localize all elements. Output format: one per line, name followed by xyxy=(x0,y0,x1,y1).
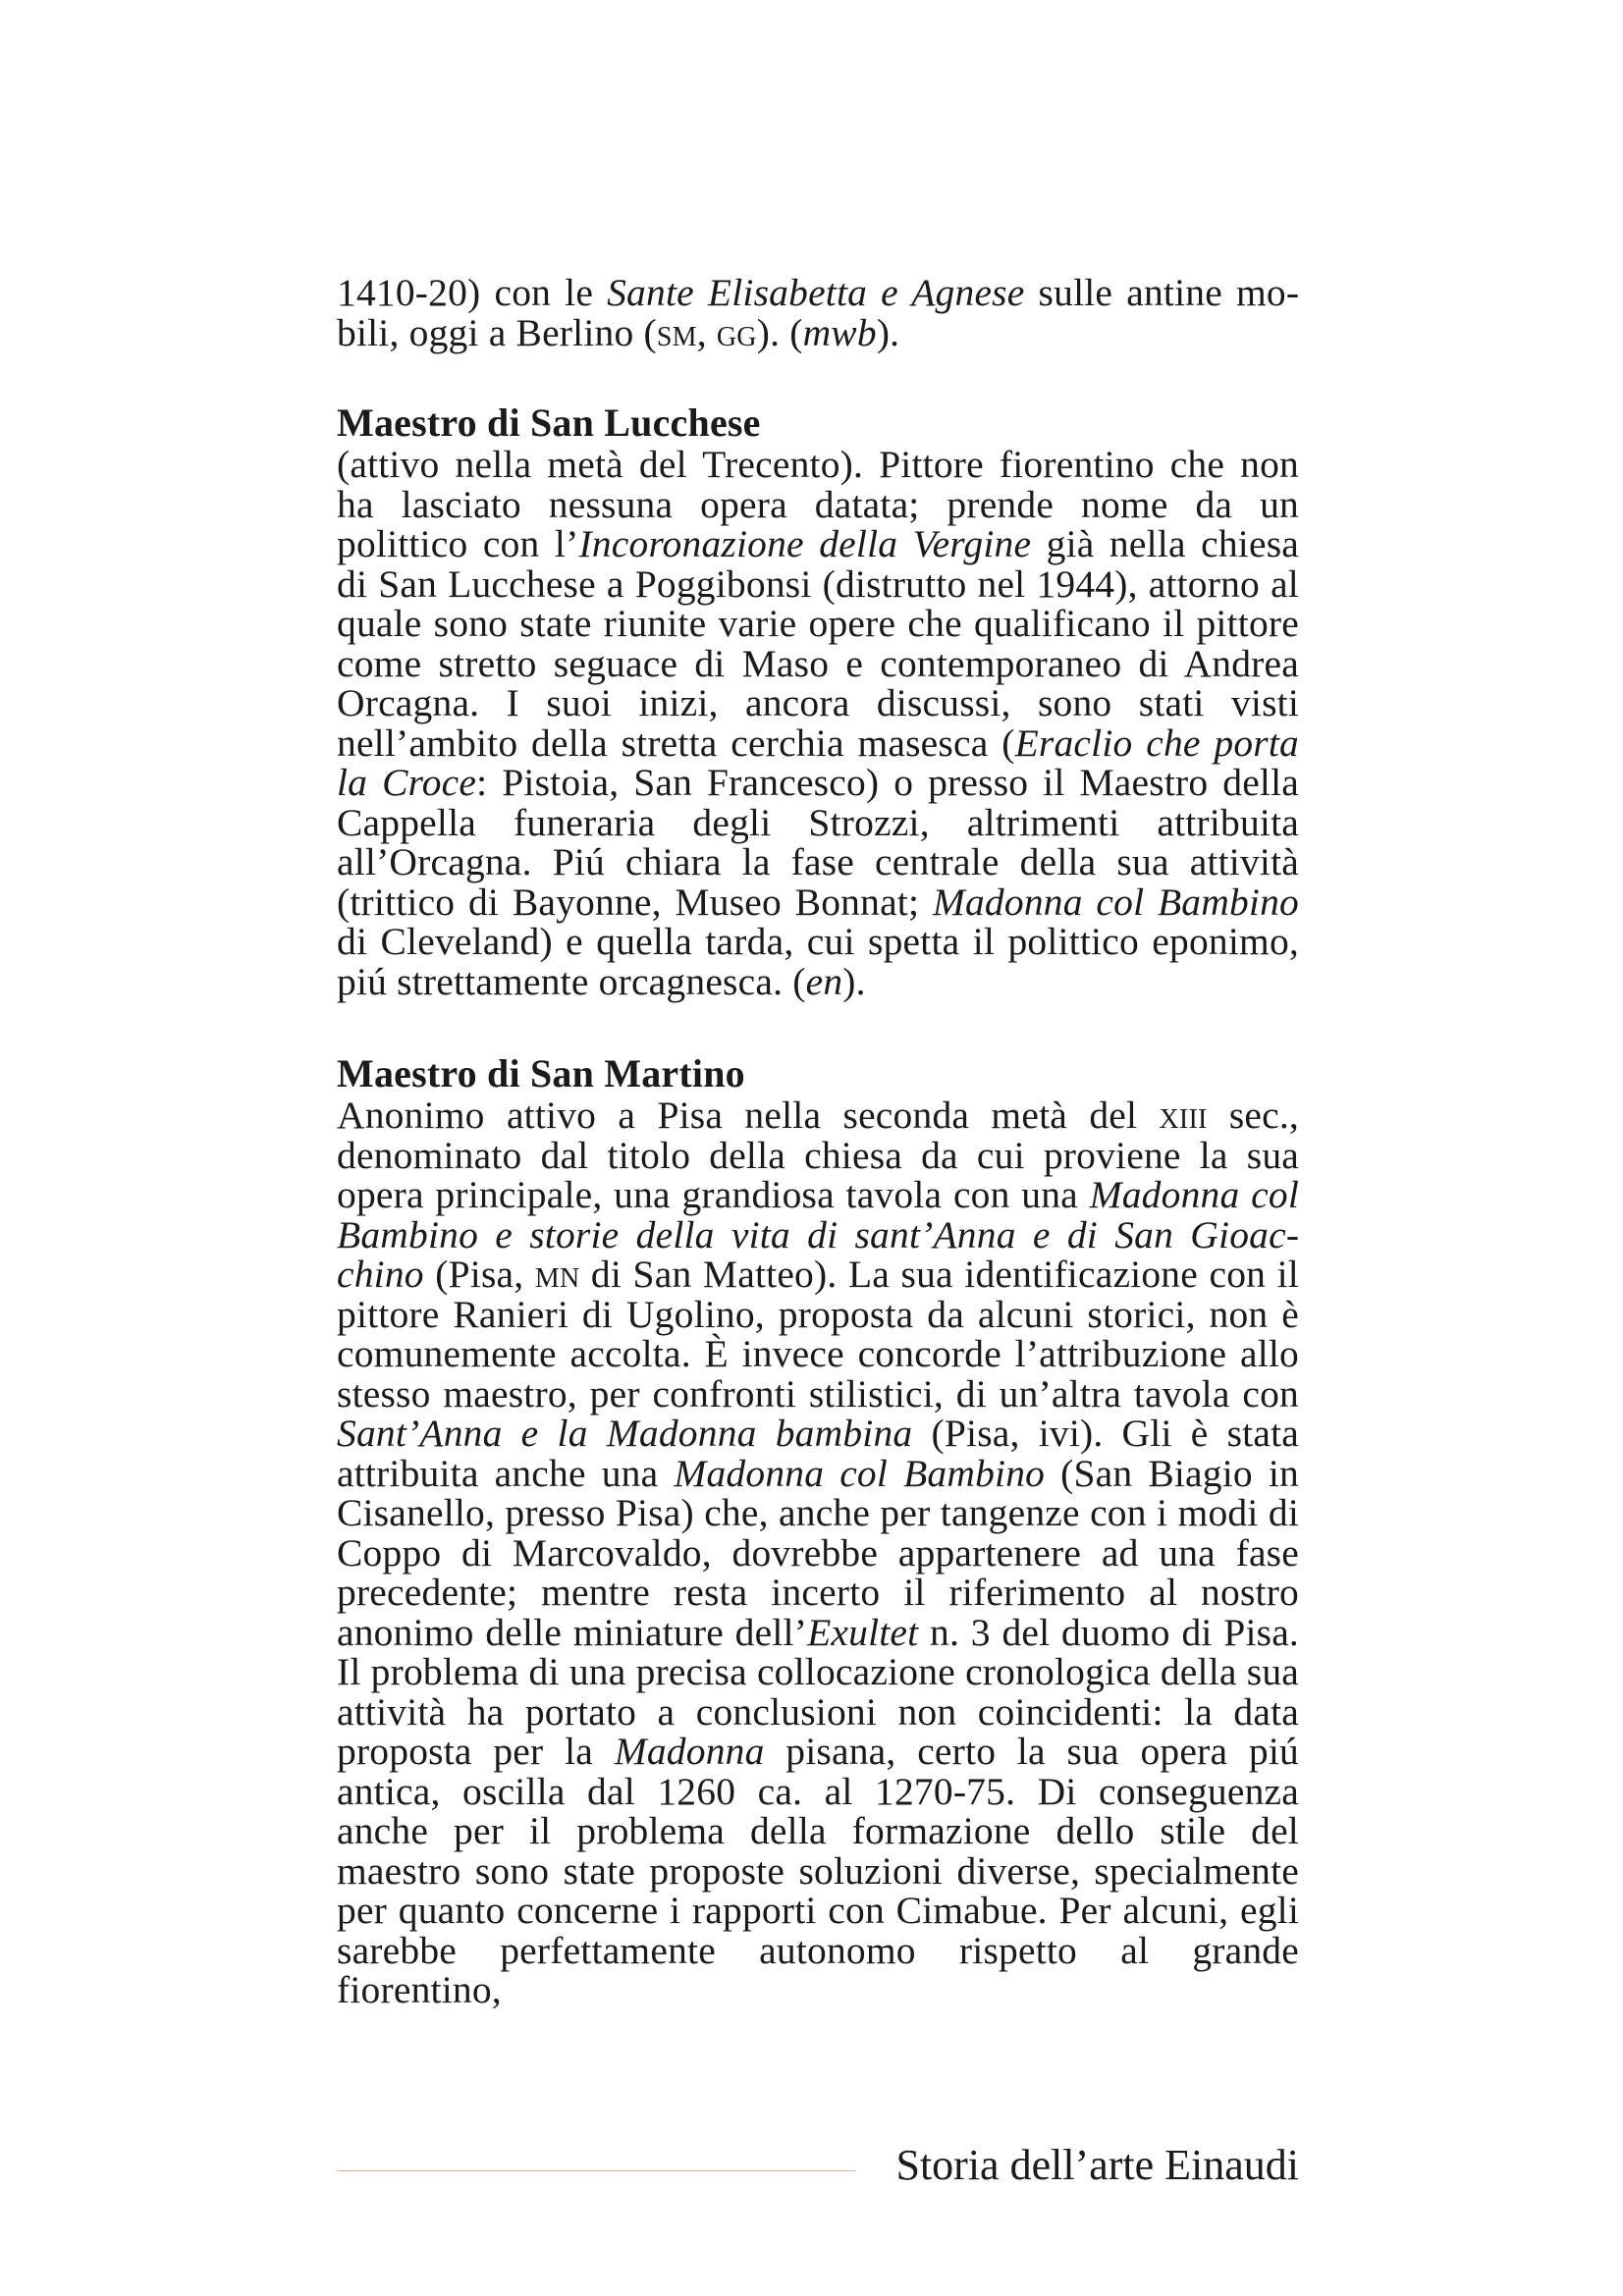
entry-heading-maestro-di-san-martino: Maestro di San Martino xyxy=(337,1051,745,1095)
text-run: sulle antine mobili, oggi a Berlino ( xyxy=(337,271,1300,354)
small-caps-abbrev: sm xyxy=(656,310,697,354)
entry-continuation-paragraph xyxy=(337,273,1299,352)
page-body xyxy=(337,273,1299,2010)
italic-title: Sant’Anna e la Madonna bambina xyxy=(337,1412,913,1455)
italic-title: Madonna col Bambino xyxy=(674,1451,1046,1495)
page-footer xyxy=(337,2138,1299,2197)
footer-rule xyxy=(337,2170,855,2171)
entry-body-maestro-di-san-lucchese xyxy=(337,445,1299,1001)
text-run: Anonimo attivo a Pisa nella seconda metà del xyxy=(337,1094,1160,1137)
italic-title: Madonna col Bambino xyxy=(932,880,1299,924)
small-caps-abbrev: mn xyxy=(534,1253,580,1296)
text-run: di San Matteo). La sua identificazione con il pittore Ranieri di Ugolino, proposta da alcuni storici, non è comunemente accolta. È invece concorde l’attribuzione allo stesso maestro, per confronti stilistici, di un’altra tavola con xyxy=(337,1253,1299,1415)
small-caps-abbrev: xiii xyxy=(1159,1094,1208,1137)
italic-title: Madonna xyxy=(614,1730,765,1773)
italic-title: Madonna col Bambino e storie della vita di sant’Anna e di San Gioacchino xyxy=(337,1173,1299,1296)
text-run: pisana, certo la sua opera piú antica, oscilla dal 1260 ca. al 1270-75. Di conseguenza anche per il problema della formazione dello stile del maestro sono state proposte soluzioni diverse, specialmente per quanto concerne i rapporti con Cimabue. Per alcuni, egli sarebbe perfettamente autonomo rispetto al grande fiorentino, xyxy=(337,1730,1299,2011)
italic-title: Incoronazione della Vergine xyxy=(578,522,1032,565)
text-run: (Pisa, ivi). Gli è stata attribuita anche una xyxy=(337,1412,1299,1495)
italic-title: Eraclio che porta la Croce xyxy=(337,721,1299,804)
text-run: ). xyxy=(842,959,866,1003)
italic-title: mwb xyxy=(802,310,877,354)
italic-title: Exultet xyxy=(807,1610,919,1654)
italic-title: en xyxy=(805,959,843,1003)
footer-publication-title: Storia dell’arte Einaudi xyxy=(895,2141,1299,2189)
text-run: di Cleveland) e quella tarda, cui spetta il polittico eponimo, piú strettamente orcagnesca. ( xyxy=(337,920,1299,1003)
entry-heading-maestro-di-san-lucchese: Maestro di San Lucchese xyxy=(337,400,761,445)
italic-title: Sante Elisabetta e Agnese xyxy=(607,271,1025,314)
text-run: sec., denominato dal titolo della chiesa da cui proviene la sua opera principale, una grandiosa tavola con una xyxy=(337,1094,1300,1216)
text-run: ). ( xyxy=(756,310,803,354)
text-run: (Pisa, xyxy=(423,1253,535,1296)
text-run: ). xyxy=(876,310,900,354)
entry-body-maestro-di-san-martino xyxy=(337,1095,1299,2010)
text-run: , xyxy=(696,310,717,354)
small-caps-abbrev: gg xyxy=(716,310,757,354)
text-run: già nella chiesa di San Lucchese a Poggibonsi (distrutto nel 1944), attorno al quale sono state riunite varie opere che qualificano il pittore come stretto seguace di Maso e contemporaneo di Andrea Orcagna. I suoi inizi, ancora discussi, sono stati visti nell’ambito della stretta cerchia masesca ( xyxy=(337,522,1299,765)
text-run: (San Biagio in Cisanello, presso Pisa) che, anche per tangenze con i modi di Coppo di Marcovaldo, dovrebbe appartenere ad una fase precedente; mentre resta incerto il riferimento al nostro anonimo delle miniature dell’ xyxy=(337,1451,1299,1654)
text-run: 1410-20) con le xyxy=(337,271,608,314)
text-run: n. 3 del duomo di Pisa. Il problema di una precisa collocazione cronologica della sua attività ha portato a conclusioni non coincidenti: la data proposta per la xyxy=(337,1610,1299,1773)
text-run: (attivo nella metà del Trecento). Pittore fiorentino che non ha lasciato nessuna opera datata; prende nome da un polittico con l’ xyxy=(337,443,1299,565)
text-run: : Pistoia, San Francesco) o presso il Maestro della Cappella funeraria degli Strozzi, altrimenti attribuita all’Orcagna. Piú chiara la fase centrale della sua attività (trittico di Bayonne, Museo Bonnat; xyxy=(337,761,1300,924)
